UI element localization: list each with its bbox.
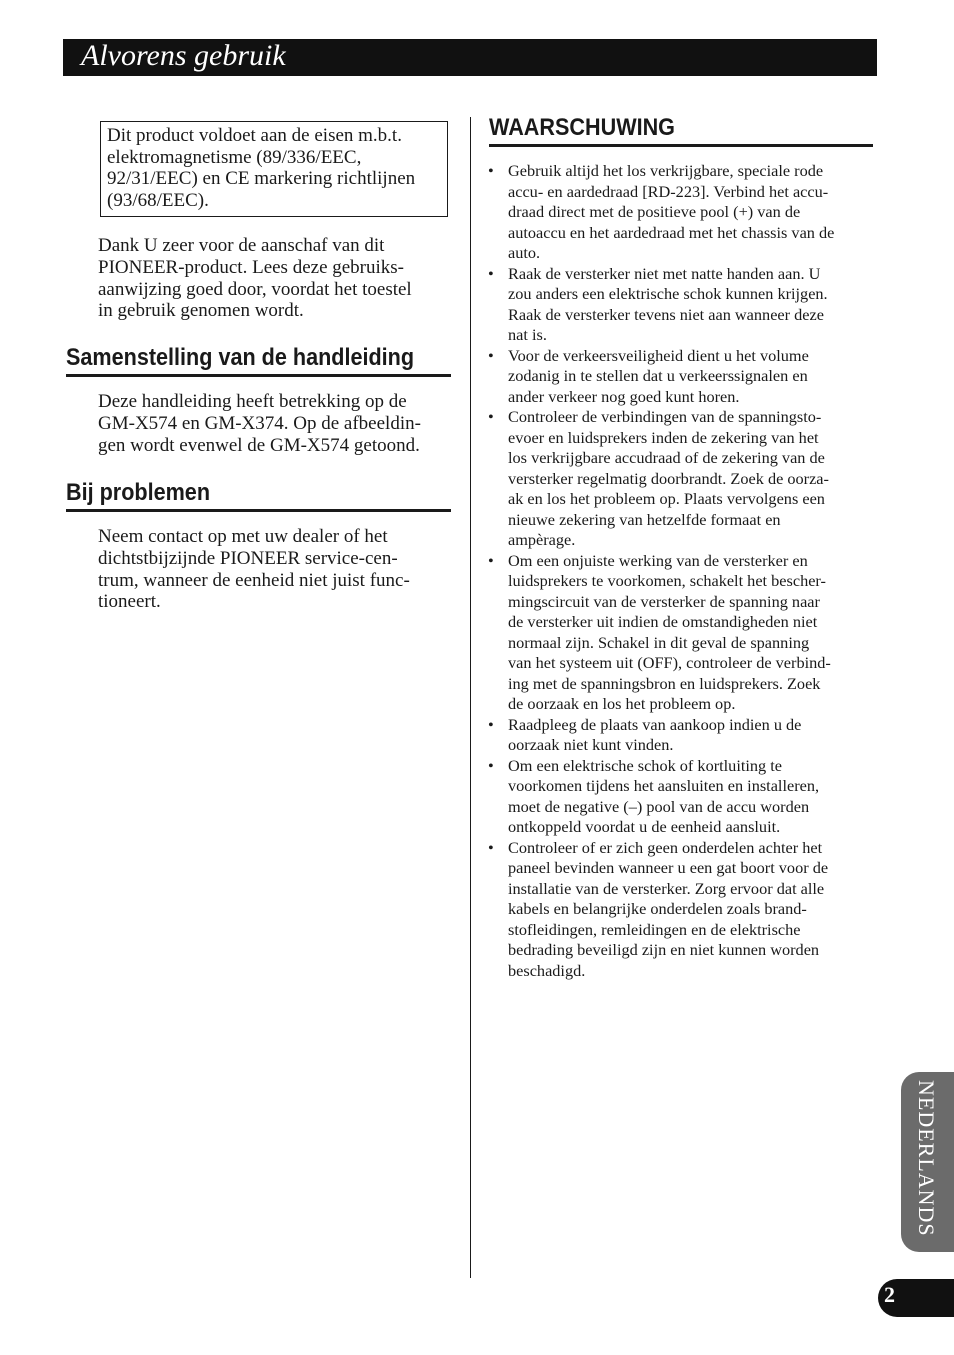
warning-line: kabels en belangrijke onderdelen zoals brand- (508, 899, 807, 918)
warning-line: Om een elektrische schok of kortluiting te (508, 755, 782, 775)
intro-line: Dank U zeer voor de aanschaf van dit (98, 235, 385, 256)
warning-line: voorkomen tijdens het aansluiten en installeren, (508, 776, 820, 795)
page-number-tab (878, 1279, 954, 1317)
warning-item (488, 838, 876, 982)
warning-line: zou anders een elektrische schok kunnen krijgen. (508, 284, 828, 303)
language-tab-label: NEDERLANDS (914, 1080, 939, 1237)
warning-line: autoaccu en het aardedraad met het chassis van de (508, 222, 835, 242)
bullet: • (488, 263, 494, 283)
warning-item (488, 715, 876, 756)
warning-item (488, 346, 876, 408)
warning-line: de versterker uit indien de omstandigheden niet (508, 612, 818, 631)
warning-item (488, 551, 876, 715)
warning-line: beschadigd. (508, 960, 586, 980)
problems-paragraph (98, 526, 458, 613)
notice-line: Dit product voldoet aan de eisen m.b.t. (107, 125, 402, 146)
warning-line: Controleer de verbindingen van de spanningsto- (508, 407, 822, 426)
notice-line: elektromagnetisme (89/336/EEC, (107, 146, 362, 168)
bullet: • (488, 755, 494, 775)
composition-line: Deze handleiding heeft betrekking op de (98, 391, 407, 412)
warning-heading-text: WAARSCHUWING (489, 114, 675, 141)
warning-item (488, 161, 876, 264)
composition-heading-text: Samenstelling van de handleiding (66, 344, 415, 371)
language-tab (901, 1072, 954, 1252)
intro-paragraph (98, 235, 458, 322)
warning-line: van het systeem uit (OFF), controleer de verbind- (508, 653, 831, 672)
composition-line: gen wordt evenwel de GM-X574 getoond. (98, 434, 420, 456)
intro-line: PIONEER-product. Lees deze gebruiks- (98, 256, 405, 278)
warning-line: oorzaak niet kunt vinden. (508, 735, 674, 754)
warning-item (488, 407, 876, 551)
warning-line: versterker regelmatig doorbrandt. Zoek de oorza- (508, 468, 829, 488)
warning-line: ak en los het probleem op. Plaats vervolgens een (508, 489, 825, 508)
bullet: • (488, 407, 494, 426)
ce-notice-box (100, 121, 448, 217)
page-number: 2 (884, 1282, 895, 1307)
warning-line: ampèrage. (508, 530, 576, 549)
warning-line: bedrading beveiligd zijn en niet kunnen worden (508, 940, 820, 959)
warning-line: luidsprekers te voorkomen, schakelt het bescher- (508, 571, 826, 590)
warning-line: mingscircuit van de versterker de spanning naar (508, 591, 820, 611)
warning-line: ander verkeer nog goed kunt horen. (508, 386, 740, 406)
warning-line: nat is. (508, 325, 547, 344)
bullet: • (488, 161, 494, 180)
problems-line: dichtstbijzijnde PIONEER service-cen- (98, 547, 398, 569)
warning-line: accu- en aardedraad [RD-223]. Verbind het accu- (508, 181, 829, 201)
composition-line: GM-X574 en GM-X374. Op de afbeeldin- (98, 412, 421, 434)
warning-line: moet de negative (–) pool van de accu worden (508, 796, 810, 816)
warning-line: los verkrijgbare accudraad of de zekering van de (508, 448, 825, 467)
problems-line: trum, wanneer de eenheid niet juist func- (98, 569, 410, 591)
warning-line: Raak de versterker tevens niet aan wanneer deze (508, 304, 824, 324)
warning-item (488, 264, 876, 346)
bullet: • (488, 345, 494, 365)
warning-line: draad direct met de positieve pool (+) van de (508, 202, 801, 221)
warning-line: Controleer of er zich geen onderdelen achter het (508, 837, 823, 857)
warning-line: Raadpleeg de plaats van aankoop indien u de (508, 714, 802, 734)
warning-line: stofleidingen, remleidingen en de elektrische (508, 919, 801, 939)
composition-heading (66, 344, 451, 377)
column-divider (470, 117, 471, 1278)
warning-line: normaal zijn. Schakel in dit geval de spanning (508, 632, 810, 652)
warning-line: Om een onjuiste werking van de versterker en (508, 550, 808, 570)
page-title: Alvorens gebruik (81, 39, 286, 72)
page-header-bar (63, 39, 877, 76)
notice-line: 92/31/EEC) en CE markering richtlijnen (107, 168, 416, 189)
warning-list (488, 161, 876, 981)
bullet: • (488, 837, 494, 857)
intro-line: aanwijzing goed door, voordat het toestel (98, 278, 412, 300)
warning-line: ing met de spanningsbron en luidsprekers. Zoek (508, 673, 821, 693)
warning-line: Gebruik altijd het los verkrijgbare, speciale rode (508, 161, 824, 180)
problems-heading (66, 479, 451, 512)
warning-item (488, 756, 876, 838)
warning-line: de oorzaak en los het probleem op. (508, 694, 736, 713)
notice-line: (93/68/EEC). (107, 189, 209, 211)
warning-line: paneel bevinden wanneer u een gat boort voor de (508, 858, 829, 877)
composition-paragraph (98, 391, 458, 456)
intro-line: in gebruik genomen wordt. (98, 300, 304, 322)
warning-line: zodanig in te stellen dat u verkeerssignalen en (508, 366, 808, 385)
warning-line: nieuwe zekering van hetzelfde formaat en (508, 509, 781, 529)
warning-heading (489, 114, 873, 147)
warning-line: auto. (508, 243, 541, 262)
warning-line: installatie van de versterker. Zorg ervoor dat alle (508, 878, 825, 898)
warning-line: evoer en luidsprekers inden de zekering van het (508, 427, 819, 447)
bullet: • (488, 550, 494, 570)
bullet: • (488, 714, 494, 734)
problems-line: tioneert. (98, 591, 161, 613)
warning-line: Voor de verkeersveiligheid dient u het volume (508, 345, 809, 365)
warning-line: ontkoppeld voordat u de eenheid aansluit. (508, 817, 781, 836)
problems-line: Neem contact op met uw dealer of het (98, 526, 388, 547)
problems-heading-text: Bij problemen (66, 479, 211, 506)
warning-line: Raak de versterker niet met natte handen aan. U (508, 263, 821, 283)
